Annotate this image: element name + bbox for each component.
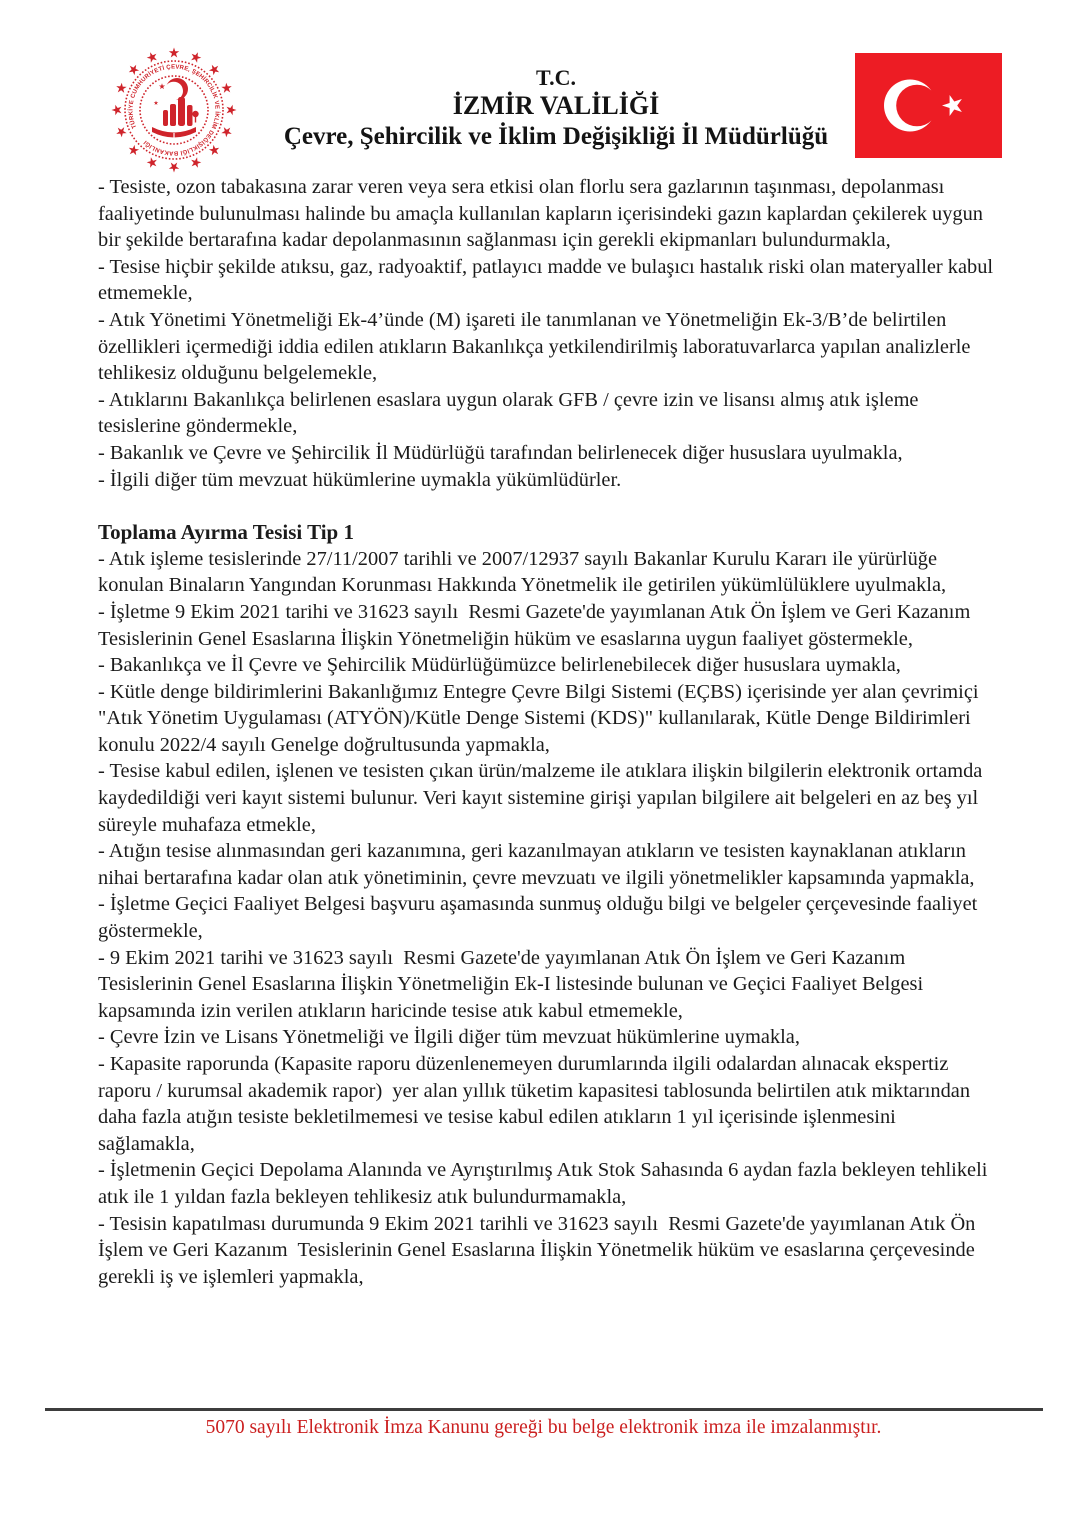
document-paragraph: - Kapasite raporunda (Kapasite raporu düzenlenemeyen durumlarında ilgili odalardan alınacak ekspertiz raporu / kurumsal akademik rapor) yer alan yıllık tüketim kapasitesi tablosunda belirtilen atık miktarından daha fazla atığın tesiste bekletilmemesi ve tesise kabul edilen atıkların 1 yıl içerisinde işlenmesini sağlamakla, bbox=[98, 1053, 976, 1155]
document-paragraph: - Tesisin kapatılması durumunda 9 Ekim 2021 tarihli ve 31623 sayılı Resmi Gazete'de yayımlanan Atık Ön İşlem ve Geri Kazanım Tesislerinin Genel Esaslarına İlişkin Yönetmelik hüküm ve esaslarına çerçevesinde gerekli iş ve işlemleri yapmakla, bbox=[98, 1212, 985, 1288]
title-directorate: Çevre, Şehircilik ve İklim Değişikliği İl Müdürlüğü bbox=[283, 123, 829, 150]
document-paragraph: - İşletme 9 Ekim 2021 tarihi ve 31623 sayılı Resmi Gazete'de yayımlanan Atık Ön İşlem ve Geri Kazanım Tesislerinin Genel Esaslarına İlişkin Yönetmeliğin hüküm ve esaslarına uygun faaliyet göstermekle, bbox=[98, 600, 981, 650]
document-paragraph: - Tesise kabul edilen, işlenen ve tesisten çıkan ürün/malzeme ile atıklara ilişkin bilgilerin elektronik ortamda kaydedildiği veri kayıt sistemi bulunur. Veri kayıt sistemine girişi yapılan bilgilere ait belgeleri en az beş yıl süreyle muhafaza etmekle, bbox=[98, 760, 988, 836]
document-paragraph: - Atığın tesise alınmasından geri kazanımına, geri kazanılmayan atıkların ve tesisten kaynaklanan atıkların nihai bertarafına kadar olan atık yönetiminin, çevre mevzuatı ve ilgili yönetmelikler kapsamında yapmakla, bbox=[98, 840, 975, 889]
footer-divider-line bbox=[45, 1408, 1043, 1411]
seal-circular-text: TÜRKİYE CUMHURİYETİ ÇEVRE, ŞEHİRCİLİK VE İKLİM DEĞİŞİKLİĞİ BAKANLIĞI bbox=[128, 64, 220, 156]
document-paragraph: - Çevre İzin ve Lisans Yönetmeliği ve İlgili diğer tüm mevzuat hükümlerine uymakla, bbox=[98, 1026, 800, 1049]
document-paragraph: - İlgili diğer tüm mevzuat hükümlerine uymakla yükümlüdürler. bbox=[98, 468, 622, 491]
esignature-note: 5070 sayılı Elektronik İmza Kanunu gereği bu belge elektronik imza ile imzalanmıştır. bbox=[205, 1417, 882, 1438]
turkish-flag bbox=[855, 53, 1002, 158]
document-body bbox=[98, 174, 999, 1290]
document-paragraph: - Bakanlıkça ve İl Çevre ve Şehircilik Müdürlüğümüzce belirlenebilecek diğer hususlara uymakla, bbox=[98, 654, 901, 677]
letterhead-title-block bbox=[250, 66, 862, 150]
document-paragraph: - Atık işleme tesislerinde 27/11/2007 tarihli ve 2007/12937 sayılı Bakanlar Kurulu Kararı ile yürürlüğe konulan Binaların Yangından Korunması Hakkında Yönetmelik ile getirilen yükümlülüklere uyulmakla, bbox=[98, 547, 947, 597]
document-paragraph: - Atıklarını Bakanlıkça belirlenen esaslara uygun olarak GFB / çevre izin ve lisansı almış atık işleme tesislerine göndermekle, bbox=[98, 388, 924, 438]
document-paragraph: - İşletme Geçici Faaliyet Belgesi başvuru aşamasında sunmuş olduğu bilgi ve belgeler çerçevesinde faaliyet göstermekle, bbox=[98, 893, 983, 943]
ministry-seal-emblem bbox=[108, 44, 240, 176]
section-heading: Toplama Ayırma Tesisi Tip 1 bbox=[98, 520, 354, 545]
seal-center-emblem bbox=[152, 78, 199, 141]
intro-paragraphs bbox=[98, 174, 999, 493]
document-paragraph: - 9 Ekim 2021 tarihi ve 31623 sayılı Resmi Gazete'de yayımlanan Atık Ön İşlem ve Geri Kazanım Tesislerinin Genel Esaslarına İlişkin Yönetmeliğin Ek-I listesinde bulunan ve Geçici Faaliyet Belgesi kapsamında izin verilen atıkların haricinde tesise atık kabul etmemekle, bbox=[98, 946, 929, 1022]
flag-crescent-inner bbox=[896, 85, 938, 127]
document-paragraph: - Kütle denge bildirimlerini Bakanlığımız Entegre Çevre Bilgi Sistemi (EÇBS) içerisinde yer alan çevrimiçi "Atık Yönetim Uygulaması (ATYÖN)/Kütle Denge Sistemi (KDS)" kullanılarak, Kütle Denge Bildirimleri konulu 2022/4 sayılı Genelge doğrultusunda yapmakla, bbox=[98, 680, 984, 756]
document-paragraph: - Atık Yönetimi Yönetmeliği Ek-4’ünde (M) işareti ile tanımlanan ve Yönetmeliğin Ek-3/B’de belirtilen özellikleri içermediği iddia edilen atıkların Bakanlıkça yetkilendirilmiş laboratuvarlarca yapılan analizlerle tehlikesiz olduğunu belgelemekle, bbox=[98, 308, 976, 385]
document-paragraph: - İşletmenin Geçici Depolama Alanında ve Ayrıştırılmış Atık Stok Sahasında 6 aydan fazla bekleyen tehlikeli atık ile 1 yıldan fazla bekleyen tehlikesiz atık bulundurmamakla, bbox=[98, 1159, 993, 1208]
section-paragraphs bbox=[98, 546, 995, 1291]
document-paragraph: - Tesise hiçbir şekilde atıksu, gaz, radyoaktif, patlayıcı madde ve bulaşıcı hastalık riski olan materyaller kabul etmemekle, bbox=[98, 255, 999, 305]
document-paragraph: - Bakanlık ve Çevre ve Şehircilik İl Müdürlüğü tarafından belirlenecek diğer hususlara uyulmakla, bbox=[98, 441, 903, 464]
document-paragraph: - Tesiste, ozon tabakasına zarar veren veya sera etkisi olan florlu sera gazlarının taşınması, depolanması faaliyetinde bulunulması halinde bu amaçla kullanılan kapların içerisindeki gazın kaplardan çekilerek uygun bir şekilde bertarafına kadar depolanmasının sağlanması için gerekli ekipmanları bulundurmakla, bbox=[98, 176, 989, 252]
title-governorship: İZMİR VALİLİĞİ bbox=[452, 91, 660, 120]
title-tc: T.C. bbox=[536, 65, 576, 90]
